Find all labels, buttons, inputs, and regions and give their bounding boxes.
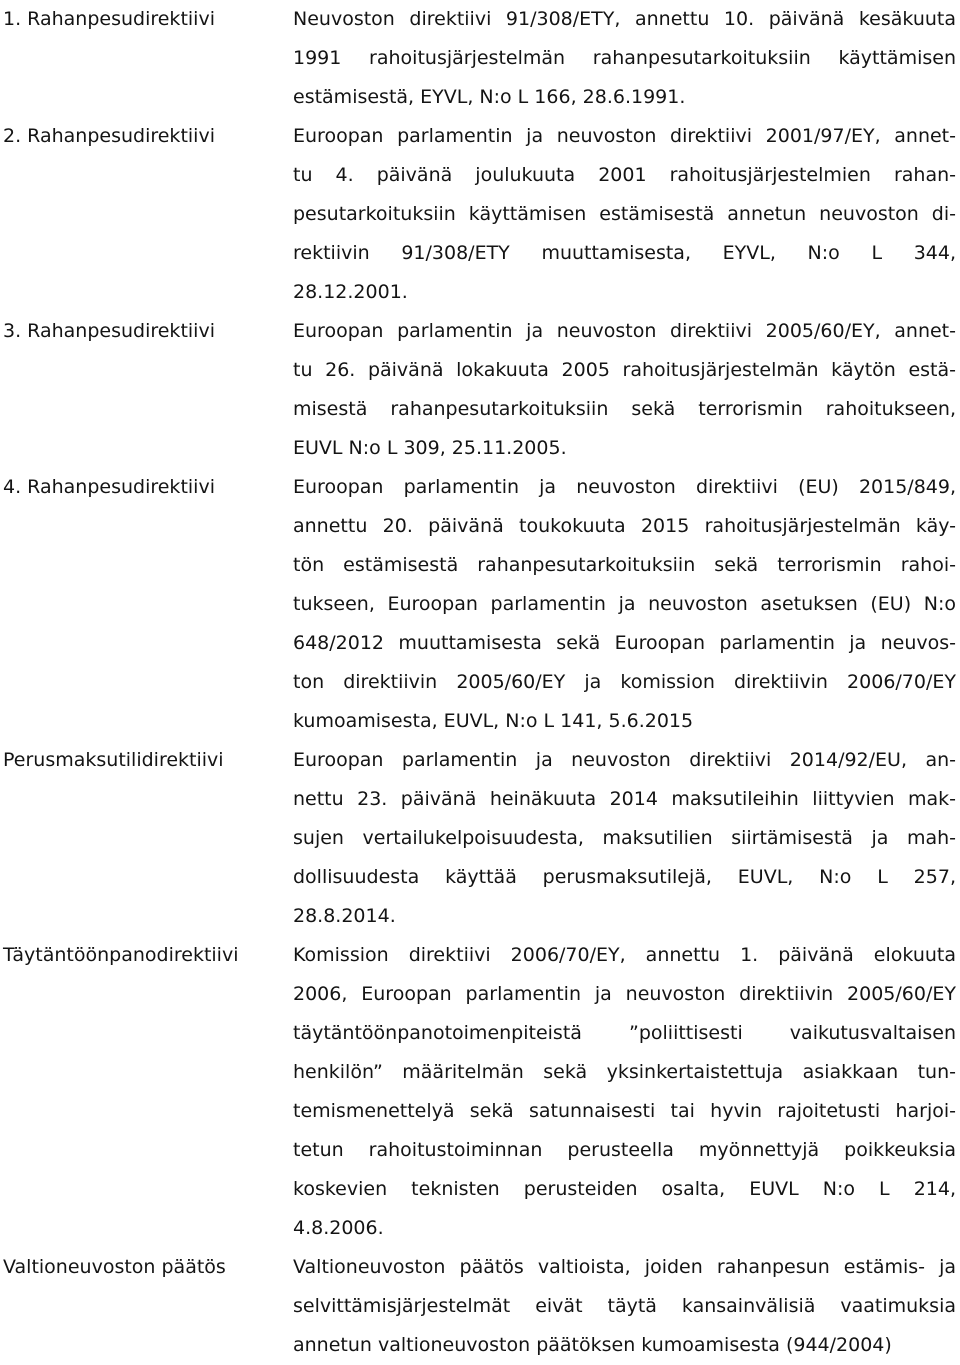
definition-line: 28.12.2001.: [293, 281, 408, 303]
definition-line: koskevien teknisten perusteiden osalta, EUVL N:o L 214,: [293, 1178, 956, 1200]
definition-line: 4.8.2006.: [293, 1217, 384, 1239]
definition-line: Euroopan parlamentin ja neuvoston direktiivi (EU) 2015/849,: [293, 476, 956, 498]
definition-line: täytäntöönpanotoimenpiteistä ”poliittisesti vaikutusvaltaisen: [293, 1022, 956, 1044]
definition-line: annettu 20. päivänä toukokuuta 2015 rahoitusjärjestelmän käy-: [293, 515, 956, 537]
definition-line: temismenettelyä sekä satunnaisesti tai hyvin rajoitetusti harjoi-: [293, 1100, 956, 1122]
definition-line: tetun rahoitustoiminnan perusteella myönnettyjä poikkeuksia: [293, 1139, 956, 1161]
definition-text: [293, 312, 956, 468]
definition-line: 648/2012 muuttamisesta sekä Euroopan parlamentin ja neuvos-: [293, 632, 956, 654]
definition-line: kumoamisesta, EUVL, N:o L 141, 5.6.2015: [293, 710, 694, 732]
definition-entry: [0, 741, 960, 936]
definition-line: nettu 23. päivänä heinäkuuta 2014 maksutileihin liittyvien mak-: [293, 788, 956, 810]
definition-line: ton direktiivin 2005/60/EY ja komission direktiivin 2006/70/EY: [293, 671, 956, 693]
definition-entry: [0, 936, 960, 1248]
definition-line: dollisuudesta käyttää perusmaksutilejä, EUVL, N:o L 257,: [293, 866, 956, 888]
definition-line: EUVL N:o L 309, 25.11.2005.: [293, 437, 567, 459]
definition-line: selvittämisjärjestelmät eivät täytä kansainvälisiä vaatimuksia: [293, 1295, 956, 1317]
definition-line: Komission direktiivi 2006/70/EY, annettu 1. päivänä elokuuta: [293, 944, 956, 966]
definition-line: Neuvoston direktiivi 91/308/ETY, annettu 10. päivänä kesäkuuta: [293, 8, 956, 30]
definition-entry: [0, 468, 960, 741]
definition-line: 2006, Euroopan parlamentin ja neuvoston direktiivin 2005/60/EY: [293, 983, 956, 1005]
definition-line: Euroopan parlamentin ja neuvoston direktiivi 2001/97/EY, annet-: [293, 125, 956, 147]
definition-text: [293, 741, 956, 936]
definition-entry: [0, 1248, 960, 1365]
definition-line: Valtioneuvoston päätös valtioista, joiden rahanpesun estämis- ja: [293, 1256, 956, 1278]
definition-line: 28.8.2014.: [293, 905, 396, 927]
definition-term: 2. Rahanpesudirektiivi: [3, 125, 215, 147]
definition-line: tu 4. päivänä joulukuuta 2001 rahoitusjärjestelmien rahan-: [293, 164, 956, 186]
definition-line: tön estämisestä rahanpesutarkoituksiin sekä terrorismin rahoi-: [293, 554, 956, 576]
definition-line: 1991 rahoitusjärjestelmän rahanpesutarkoituksiin käyttämisen: [293, 47, 956, 69]
definition-line: pesutarkoituksiin käyttämisen estämisestä annetun neuvoston di-: [293, 203, 956, 225]
definition-text: [293, 117, 956, 312]
definition-text: [293, 0, 956, 117]
definition-entry: [0, 117, 960, 312]
definition-line: Euroopan parlamentin ja neuvoston direktiivi 2014/92/EU, an-: [293, 749, 956, 771]
definition-term: 4. Rahanpesudirektiivi: [3, 476, 215, 498]
definition-text: [293, 1248, 956, 1365]
definition-term: Perusmaksutilidirektiivi: [3, 749, 224, 771]
definition-entry: [0, 0, 960, 117]
definition-term: 3. Rahanpesudirektiivi: [3, 320, 215, 342]
definition-line: sujen vertailukelpoisuudesta, maksutilien siirtämisestä ja mah-: [293, 827, 956, 849]
definition-line: misestä rahanpesutarkoituksiin sekä terrorismin rahoitukseen,: [293, 398, 956, 420]
definition-line: Euroopan parlamentin ja neuvoston direktiivi 2005/60/EY, annet-: [293, 320, 956, 342]
definition-term: Valtioneuvoston päätös: [3, 1256, 226, 1278]
definition-term: Täytäntöönpanodirektiivi: [3, 944, 239, 966]
definition-line: tu 26. päivänä lokakuuta 2005 rahoitusjärjestelmän käytön estä-: [293, 359, 956, 381]
definition-line: annetun valtioneuvoston päätöksen kumoamisesta (944/2004): [293, 1334, 892, 1356]
definition-entry: [0, 312, 960, 468]
definition-line: estämisestä, EYVL, N:o L 166, 28.6.1991.: [293, 86, 686, 108]
definition-line: tukseen, Euroopan parlamentin ja neuvoston asetuksen (EU) N:o: [293, 593, 956, 615]
definition-line: rektiivin 91/308/ETY muuttamisesta, EYVL, N:o L 344,: [293, 242, 956, 264]
definition-line: henkilön” määritelmän sekä yksinkertaistettuja asiakkaan tun-: [293, 1061, 956, 1083]
definition-text: [293, 936, 956, 1248]
definition-term: 1. Rahanpesudirektiivi: [3, 8, 215, 30]
definition-text: [293, 468, 956, 741]
